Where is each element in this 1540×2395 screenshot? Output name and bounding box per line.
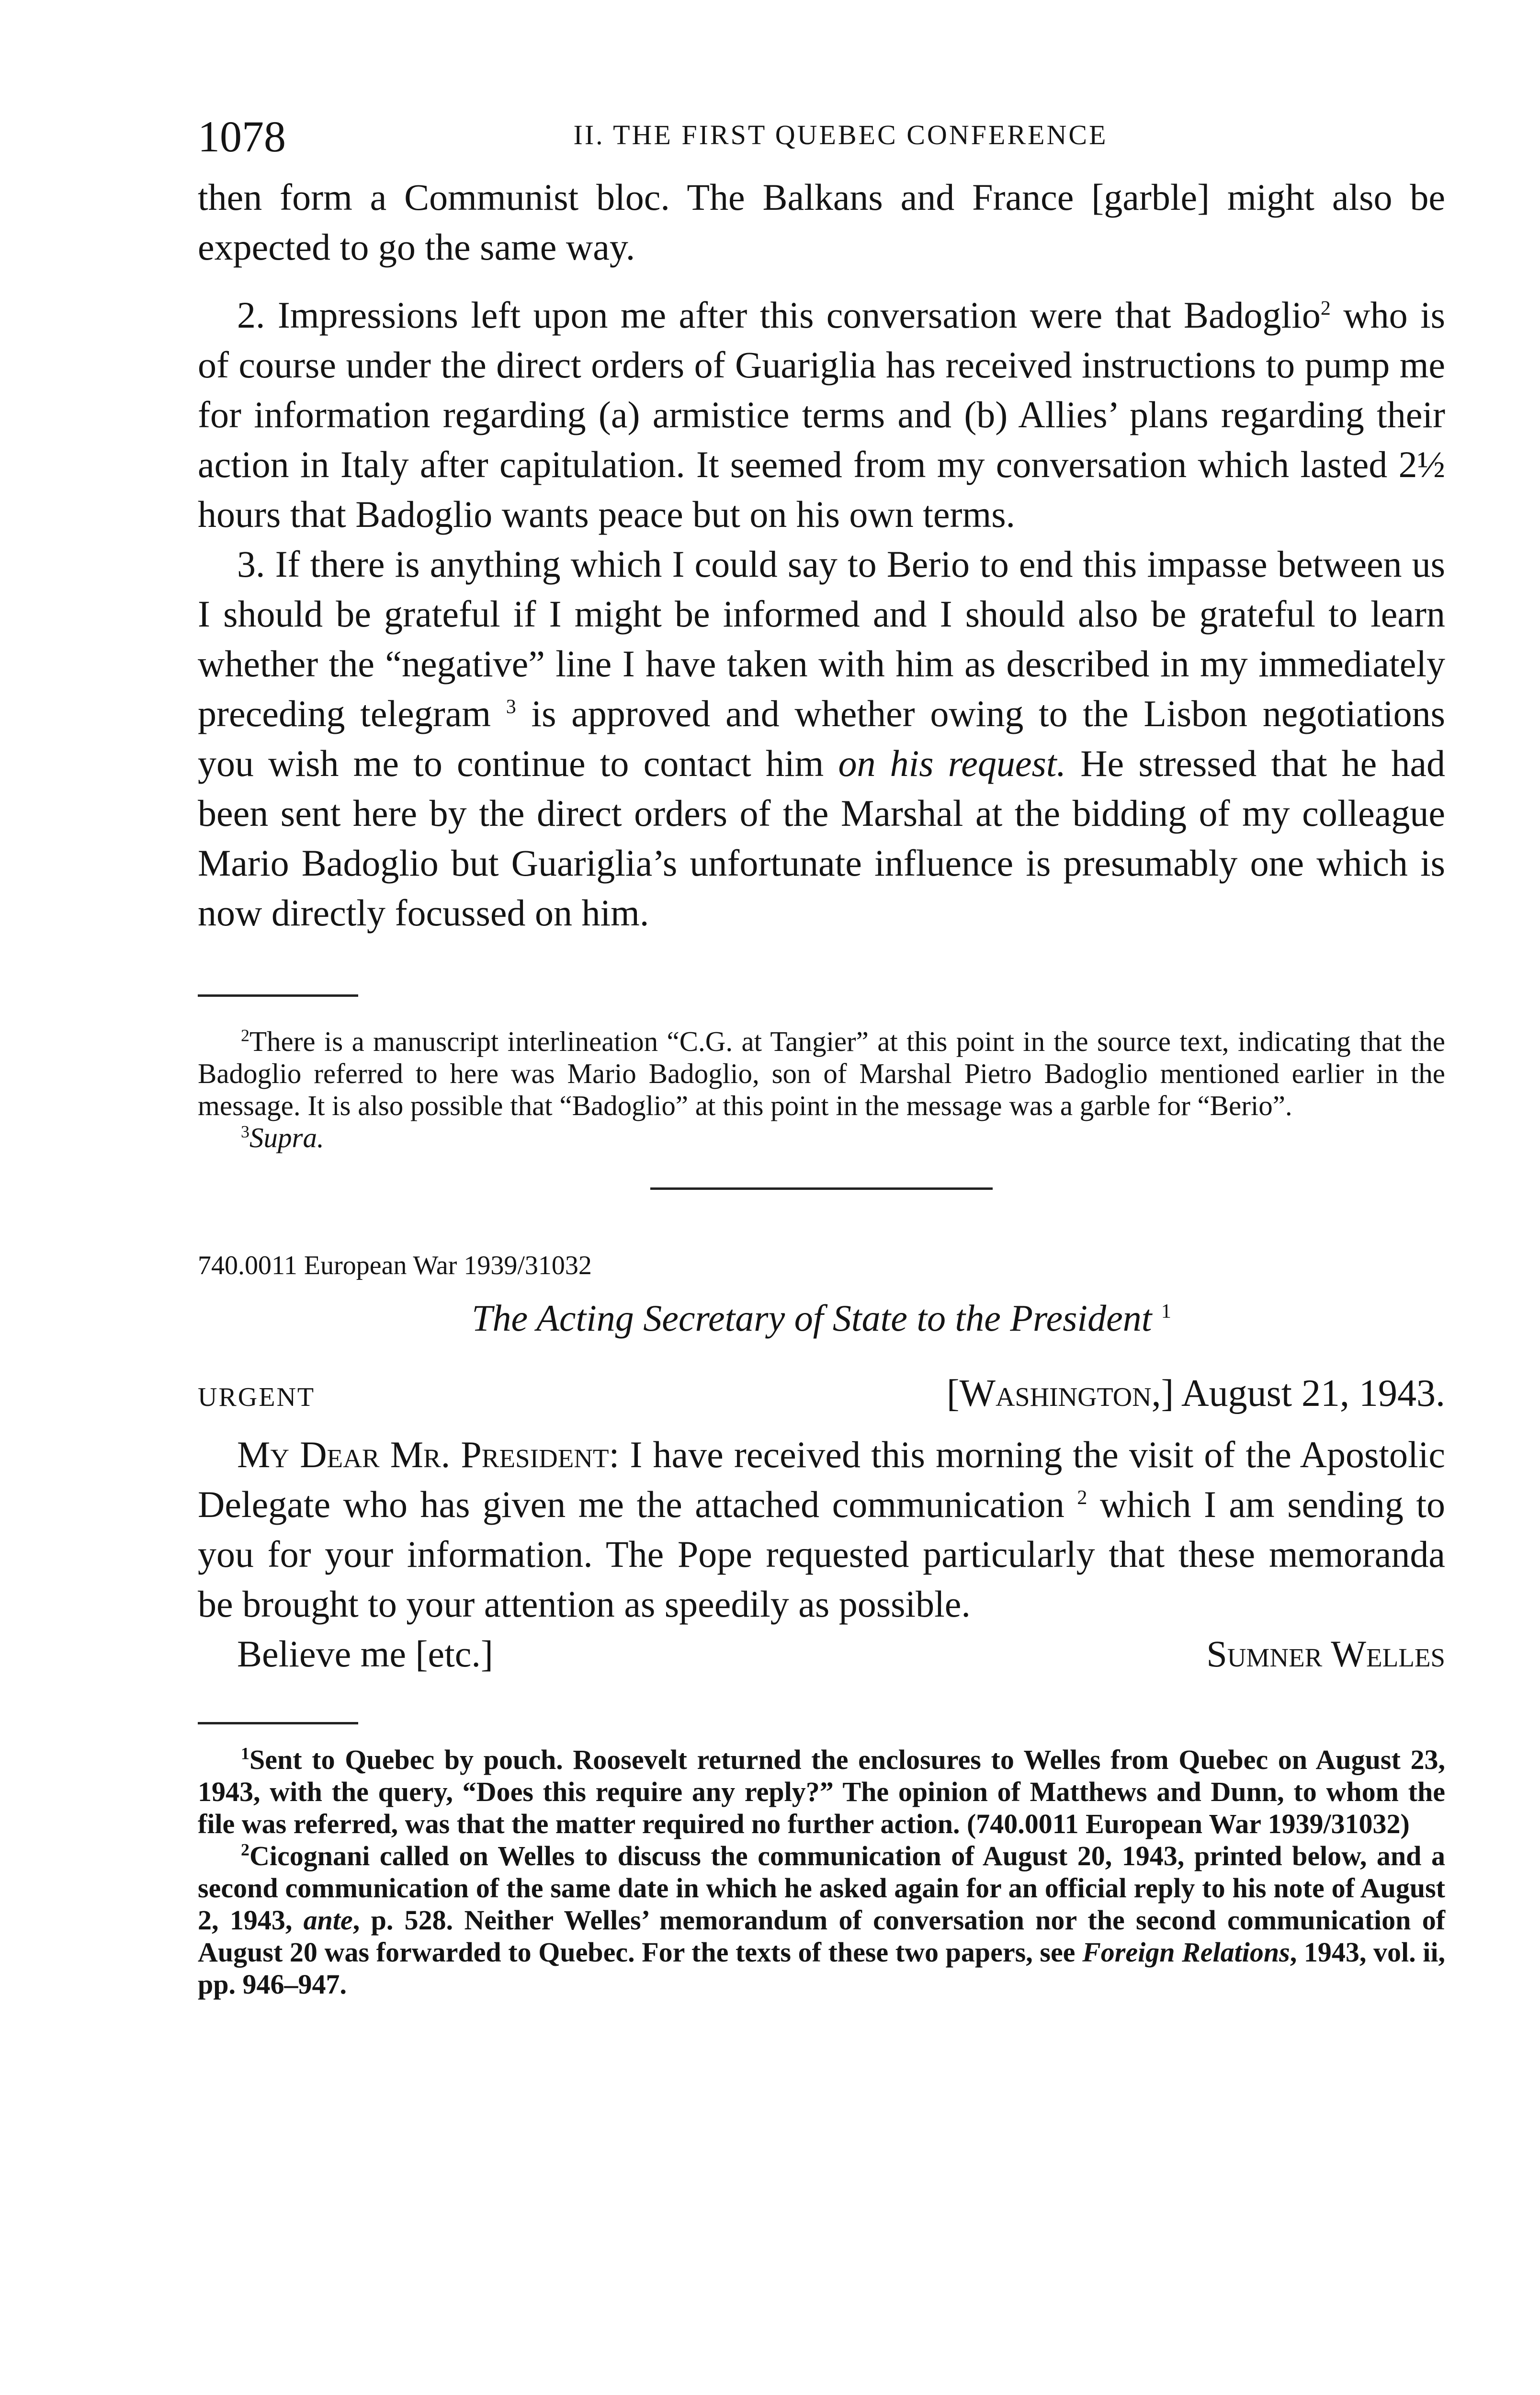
telegram-paragraph-2 [198, 290, 1445, 539]
urgent-label: URGENT [198, 1382, 316, 1412]
footnote-marker: 3 [241, 1122, 249, 1141]
page-number: 1078 [198, 112, 286, 161]
document-title [198, 1294, 1445, 1342]
closing-row [198, 1629, 1445, 1679]
page-header [198, 110, 1445, 172]
footnote-2-bottom [198, 1840, 1445, 2000]
footnote-text-b: , p. 528. Neither Welles’ memorandum of conversation nor the second communication of August 20 was forwarded to Quebec. For the texts of these two papers, see [198, 1905, 1446, 1968]
file-reference: 740.0011 European War 1939/31032 [198, 1251, 592, 1280]
running-head: II. THE FIRST QUEBEC CONFERENCE [573, 119, 1108, 150]
footnote-3 [198, 1122, 1445, 1154]
footnote-italic: Foreign Relations [1082, 1937, 1290, 1968]
para3-text-c: He stressed that he had been sent here by the direct orders of the Marshal at the bidding of my colleague Mario Badoglio but Guariglia’s unfortunate influence is presumably one which is now directly focussed on him. [198, 742, 1445, 934]
footnote-marker: 2 [241, 1026, 249, 1045]
footnote-text: Sent to Quebec by pouch. Roosevelt returned the enclosures to Welles from Quebec on August 23, 1943, with the query, “Does this require any reply?” The opinion of Matthews and Dunn, to whom the file was referred, was that the matter required no further action. (740.0011 European War 1939/31032) [198, 1744, 1445, 1839]
title-text: The Acting Secretary of State to the President [472, 1297, 1152, 1339]
footnote-text-a: Cicognani called on Welles to discuss the communication of August 20, 1943, printed below, and a second communication of the same date in which he asked again for an official reply to his note of August 2, 1943, [198, 1840, 1445, 1936]
salutation: My Dear Mr. President [237, 1434, 609, 1475]
para2-text-a: 2. Impressions left upon me after this conversation were that Badoglio [237, 294, 1321, 336]
body-text-a: : I have received this morning the visit of the Apostolic Delegate who has given me the attached communication [198, 1434, 1445, 1525]
section-separator [650, 1187, 993, 1190]
signature: Sumner Welles [1206, 1633, 1445, 1675]
footnote-rule [198, 994, 358, 997]
footnote-marker: 1 [241, 1744, 249, 1763]
body-text-b: which I am sending to you for your information. The Pope requested particularly that these memoranda be brought to your attention as speedily as possible. [198, 1483, 1446, 1625]
footnote-rule [198, 1722, 358, 1724]
telegram-paragraph-3 [198, 539, 1445, 938]
para3-text-a: 3. If there is anything which I could say to Berio to end this impasse between us I should be grateful if I might be informed and I should also be grateful to learn whether the “negative” line I have taken with him as described in my immediately preceding telegram [198, 543, 1445, 734]
place: [Washington,] [946, 1372, 1174, 1414]
footnote-marker: 2 [241, 1840, 249, 1859]
footnote-ref: 3 [506, 696, 516, 718]
page [198, 110, 1445, 2000]
letter-body [198, 1430, 1445, 1629]
document-meta [198, 1372, 1445, 1415]
footnotes-top [198, 1026, 1445, 1154]
footnote-text: Supra. [249, 1122, 324, 1153]
telegram-continuation: then form a Communist bloc. The Balkans and France [garble] might also be expected to go the same way. [198, 176, 1445, 268]
footnote-ref: 2 [1320, 297, 1331, 319]
para3-text-b: is approved and whether owing to the Lisbon negotiations you wish me to continue to contact him [198, 693, 1446, 784]
footnotes-bottom [198, 1744, 1445, 2000]
closing: Believe me [etc.] [237, 1633, 493, 1675]
footnote-ref: 1 [1161, 1300, 1171, 1323]
para2-text-b: who is of course under the direct orders of Guariglia has received instructions to pump me for information regarding (a) armistice terms and (b) Allies’ plans regarding their action in Italy after capitulation. It seemed from my conversation which lasted 2½ hours that Badoglio wants peace but on his own terms. [198, 294, 1445, 535]
footnote-2 [198, 1026, 1445, 1122]
footnote-ante: ante [303, 1905, 353, 1936]
date: August 21, 1943. [1181, 1372, 1445, 1414]
footnote-ref: 2 [1077, 1487, 1087, 1509]
footnote-text: There is a manuscript interlineation “C.G. at Tangier” at this point in the source text, indicating that the Badoglio referred to here was Mario Badoglio, son of Marshal Pietro Badoglio mentioned earlier in the message. It is also possible that “Badoglio” at this point in the message was a garble for “Berio”. [198, 1026, 1445, 1121]
place-date [947, 1372, 1445, 1415]
footnote-text-c: , 1943, vol. ii, pp. 946–947. [198, 1937, 1446, 2000]
para3-italic: on his request. [838, 742, 1066, 784]
footnote-1 [198, 1744, 1445, 1840]
